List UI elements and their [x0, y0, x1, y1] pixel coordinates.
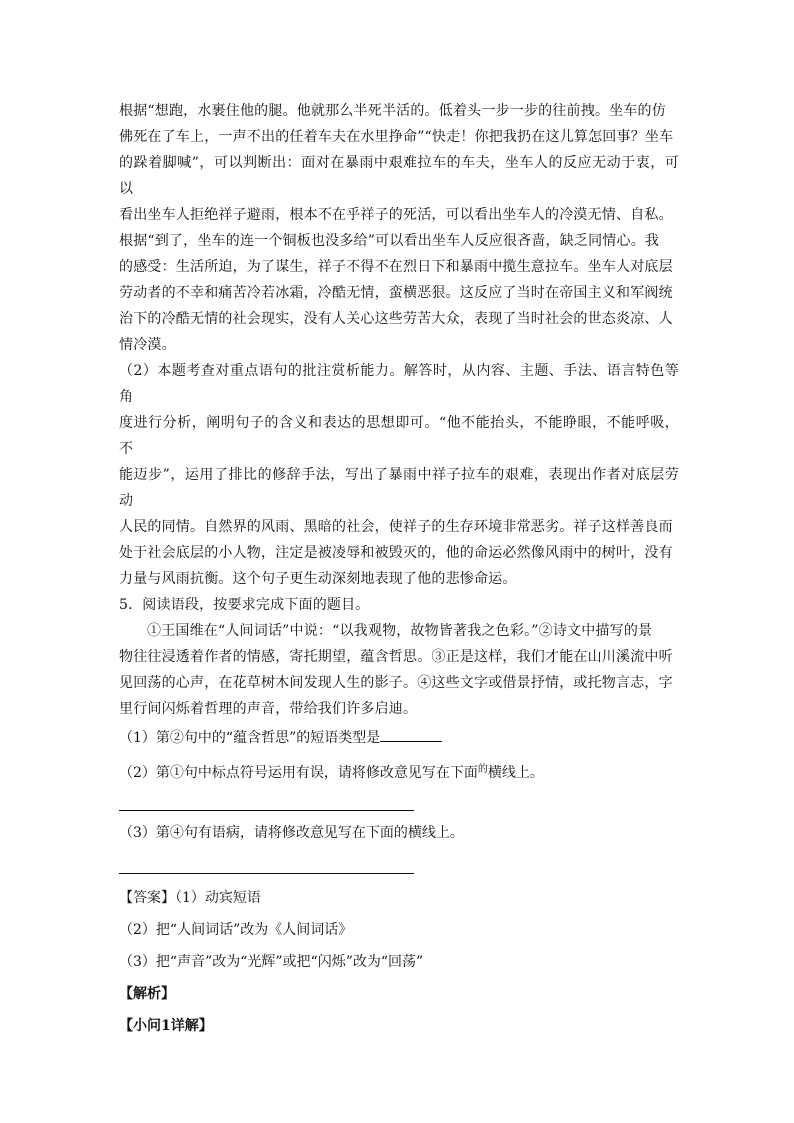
answer-line-2[interactable] [119, 786, 414, 811]
sub-question-3 [119, 817, 679, 849]
part2-paragraph [119, 358, 679, 592]
answer-row-1 [119, 882, 679, 914]
text-line: 的跺着脚喊”，可以判断出：面对在暴雨中艰难拉车的车夫，坐车人的反应无动于衷，可以 [119, 155, 679, 197]
passage-line: 里行间闪烁着哲理的声音，带给我们许多启迪。 [119, 701, 418, 717]
answer-line-3[interactable] [119, 849, 414, 874]
answer-label: 【答案】 [119, 890, 175, 906]
detail-heading: 【小问1详解】 [119, 1018, 213, 1034]
question-5 [119, 592, 679, 874]
answer-row-3 [119, 946, 679, 978]
answer-2: （2）把“人间词话”改为《人间词话》 [119, 922, 353, 938]
text-line: 根据“想跑，水裹住他的腿。他就那么半死半活的。低着头一步一步的往前拽。坐车的仿 [119, 103, 666, 119]
sub-question-2-text-end: 横线上。 [487, 765, 544, 781]
analysis-heading: 【解析】 [119, 986, 175, 1002]
text-line: 情冷漠。 [119, 337, 176, 353]
question-title: 5．阅读语段，按要求完成下面的题目。 [119, 597, 370, 613]
text-line: 治下的冷酷无情的社会现实，没有人关心这些劳苦大众，表现了当时社会的世态炎凉、人 [119, 311, 673, 327]
sub-question-2-small-char: 的 [477, 764, 488, 775]
text-line: 人民的同情。自然界的风雨、黑暗的社会，使祥子的生存环境非常恶劣。祥子这样善良而 [119, 519, 673, 535]
sub-question-2-text: （2）第①句中标点符号运用有误，请将修改意见写在下面 [119, 765, 478, 781]
document-page [119, 98, 679, 1042]
text-line: 根据“到了，坐车的连一个铜板也没多给”可以看出坐车人反应很吝啬，缺乏同情心。我 [119, 233, 660, 249]
sub-question-3-text: （3）第④句有语病，请将修改意见写在下面的横线上。 [119, 825, 464, 841]
answer-1: （1）动宾短语 [175, 890, 261, 906]
sub-question-2 [119, 754, 679, 786]
answer-3: （3）把“声音”改为“光辉”或把“闪烁”改为“回荡” [119, 954, 424, 970]
answer-row-2 [119, 914, 679, 946]
text-line: 处于社会底层的小人物，注定是被凌辱和被毁灭的，他的命运必然像风雨中的树叶，没有 [119, 545, 673, 561]
text-line: 能迈步”，运用了排比的修辞手法，写出了暴雨中祥子拉车的艰难，表现出作者对底层劳动 [119, 467, 679, 509]
text-line: 看出坐车人拒绝祥子避雨，根本不在乎祥子的死活，可以看出坐车人的冷漠无情、自私。 [119, 207, 673, 223]
text-line: 劳动者的不幸和痛苦冷若冰霜，冷酷无情，蛮横恶狠。这反应了当时在帝国主义和军阀统 [119, 285, 673, 301]
sub-question-1-text: （1）第②句中的“蕴含哲思”的短语类型是 [119, 730, 381, 746]
passage-line: 见回荡的心声，在花草树木间发现人生的影子。④这些文字或借景抒情，或托物言志，字 [119, 675, 673, 691]
passage-line: 物往往浸透着作者的情感，寄托期望，蕴含哲思。③正是这样，我们才能在山川溪流中听 [119, 649, 673, 665]
intro-paragraph [119, 98, 679, 358]
text-line: （2）本题考查对重点语句的批注赏析能力。解答时，从内容、主题、手法、语言特色等角 [119, 363, 679, 405]
text-line: 力量与风雨抗衡。这个句子更生动深刻地表现了他的悲惨命运。 [119, 571, 517, 587]
sub-question-1 [119, 722, 679, 754]
text-line: 的感受：生活所迫，为了谋生，祥子不得不在烈日下和暴雨中揽生意拉车。坐车人对底层 [119, 259, 673, 275]
text-line: 佛死在了车上，一声不出的任着车夫在水里挣命”“快走！你把我扔在这儿算怎回事？坐车 [119, 129, 674, 145]
question-passage [119, 618, 679, 644]
text-line: 度进行分析，阐明句子的含义和表达的思想即可。“他不能抬头，不能睁眼，不能呼吸，不 [119, 415, 679, 457]
answer-blank-1[interactable] [380, 727, 442, 742]
passage-line: ①王国维在“人间词话”中说：“以我观物，故物皆著我之色彩。”②诗文中描写的景 [147, 623, 653, 639]
answer-section [119, 882, 679, 1042]
